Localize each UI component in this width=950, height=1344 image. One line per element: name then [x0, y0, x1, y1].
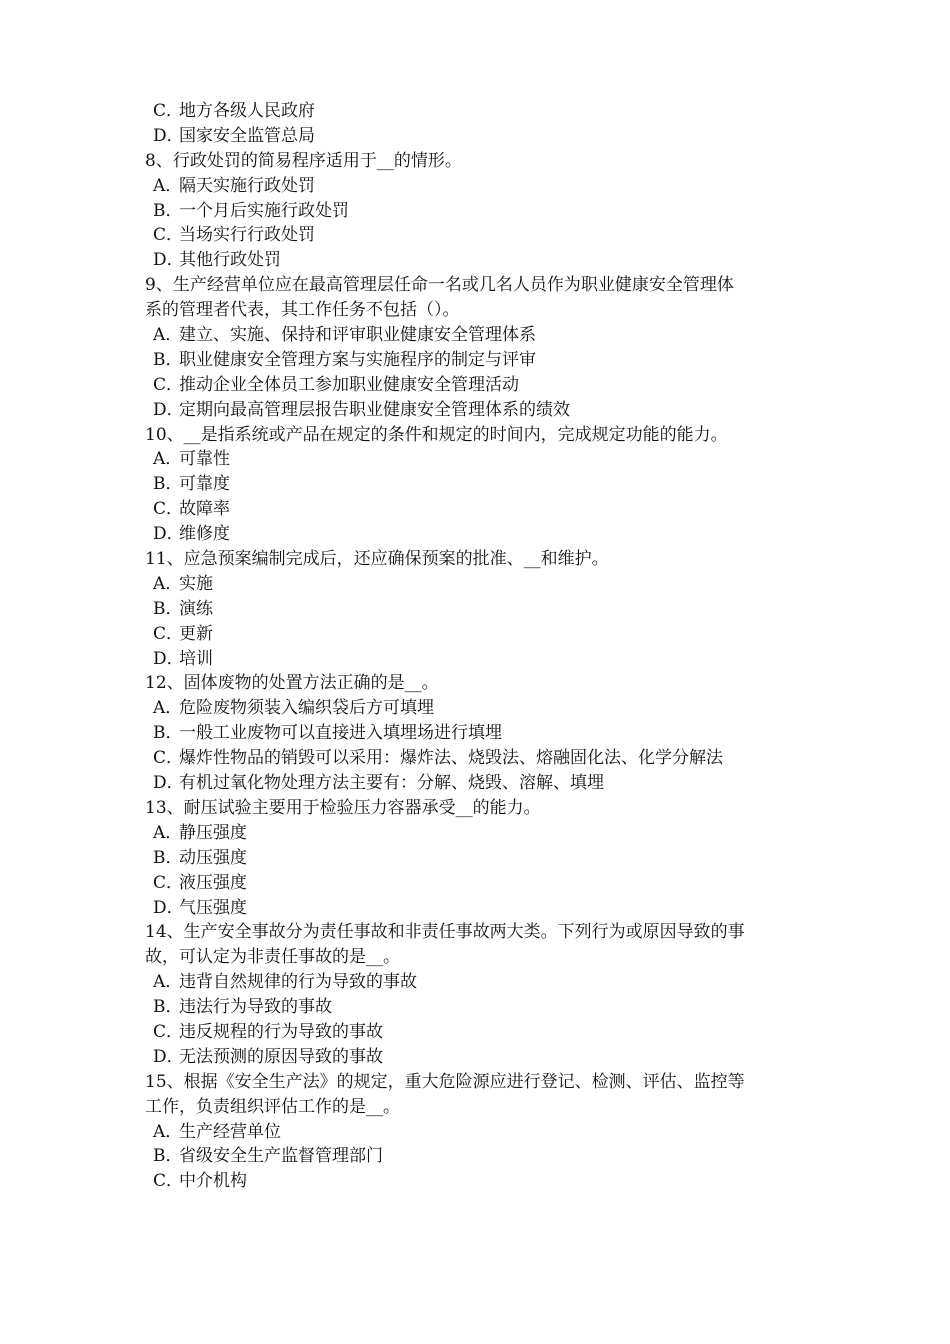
option-line: [145, 622, 825, 647]
option-line: [145, 323, 825, 348]
option-key: A．: [153, 822, 183, 843]
question-12-stem: 12、固体废物的处置方法正确的是__。: [145, 673, 439, 694]
option-key: D．: [153, 897, 184, 918]
option-line: [145, 199, 825, 224]
option-text: 推动企业全体员工参加职业健康安全管理活动: [179, 374, 519, 395]
option-text: 国家安全监管总局: [179, 125, 315, 146]
option-line: [145, 472, 825, 497]
option-text: 维修度: [179, 524, 230, 545]
question-14-stem: 14、生产安全事故分为责任事故和非责任事故两大类。下列行为或原因导致的事: [145, 922, 745, 943]
option-text: 定期向最高管理层报告职业健康安全管理体系的绩效: [179, 399, 570, 420]
option-text: 违法行为导致的事故: [179, 997, 332, 1018]
option-line: [145, 821, 825, 846]
option-key: C．: [153, 499, 184, 520]
option-text: 违背自然规律的行为导致的事故: [179, 972, 417, 993]
option-text: 当场实行行政处罚: [179, 225, 315, 246]
question-10-stem: 10、__是指系统或产品在规定的条件和规定的时间内，完成规定功能的能力。: [145, 424, 728, 445]
option-text: 动压强度: [179, 847, 247, 868]
option-text: 危险废物须装入编织袋后方可填埋: [179, 698, 434, 719]
option-text: 可靠度: [179, 474, 230, 495]
option-text: 隔天实施行政处罚: [179, 175, 315, 196]
option-key: B．: [153, 723, 183, 744]
option-key: D．: [153, 524, 184, 545]
option-line: [145, 124, 825, 149]
option-text: 无法预测的原因导致的事故: [179, 1046, 383, 1067]
question-13-stem: 13、耐压试验主要用于检验压力容器承受__的能力。: [145, 797, 541, 818]
question-11-stem: 11、应急预案编制完成后，还应确保预案的批准、__和维护。: [145, 549, 609, 570]
option-line: [145, 970, 825, 995]
option-key: B．: [153, 474, 183, 495]
option-line: [145, 746, 825, 771]
option-line: [145, 522, 825, 547]
option-key: A．: [153, 175, 183, 196]
question-9-stem: 9、生产经营单位应在最高管理层任命一名或几名人员作为职业健康安全管理体: [145, 275, 734, 296]
option-line: [145, 1120, 825, 1145]
option-key: C．: [153, 1021, 184, 1042]
option-text: 一般工业废物可以直接进入填埋场进行填埋: [179, 723, 502, 744]
option-text: 液压强度: [179, 872, 247, 893]
question-15-stem: 15、根据《安全生产法》的规定，重大危险源应进行登记、检测、评估、监控等: [145, 1071, 745, 1092]
option-text: 故障率: [179, 499, 230, 520]
option-text: 演练: [179, 598, 213, 619]
option-key: B．: [153, 349, 183, 370]
option-line: [145, 597, 825, 622]
option-key: C．: [153, 225, 184, 246]
option-key: D．: [153, 773, 184, 794]
option-key: D．: [153, 648, 184, 669]
option-text: 建立、实施、保持和评审职业健康安全管理体系: [179, 325, 536, 346]
option-key: C．: [153, 872, 184, 893]
option-text: 爆炸性物品的销毁可以采用：爆炸法、烧毁法、熔融固化法、化学分解法: [179, 748, 723, 769]
option-key: C．: [153, 374, 184, 395]
option-text: 一个月后实施行政处罚: [179, 200, 349, 221]
option-line: [145, 223, 825, 248]
option-line: [145, 995, 825, 1020]
option-key: C．: [153, 1171, 184, 1192]
option-key: A．: [153, 325, 183, 346]
option-line: [145, 572, 825, 597]
option-line: [145, 373, 825, 398]
option-key: B．: [153, 847, 183, 868]
option-line: [145, 896, 825, 921]
option-line: [145, 871, 825, 896]
option-line: [145, 497, 825, 522]
option-line: [145, 174, 825, 199]
option-text: 中介机构: [179, 1171, 247, 1192]
option-line: [145, 398, 825, 423]
option-key: C．: [153, 101, 184, 121]
option-line: [145, 1144, 825, 1169]
option-key: A．: [153, 1121, 183, 1142]
option-text: 生产经营单位: [179, 1121, 281, 1142]
option-text: 省级安全生产监督管理部门: [179, 1146, 383, 1167]
option-line: [145, 771, 825, 796]
option-text: 静压强度: [179, 822, 247, 843]
option-line: [145, 447, 825, 472]
option-key: A．: [153, 573, 183, 594]
option-text: 其他行政处罚: [179, 250, 281, 271]
option-key: A．: [153, 972, 183, 993]
option-line: [145, 846, 825, 871]
option-text: 有机过氧化物处理方法主要有：分解、烧毁、溶解、填埋: [179, 773, 604, 794]
option-line: [145, 1045, 825, 1070]
question-9-stem-cont: 系的管理者代表，其工作任务不包括（）。: [145, 300, 460, 321]
option-text: 地方各级人民政府: [179, 101, 315, 121]
option-key: B．: [153, 997, 183, 1018]
option-text: 实施: [179, 573, 213, 594]
option-key: B．: [153, 598, 183, 619]
option-key: D．: [153, 125, 184, 146]
option-text: 职业健康安全管理方案与实施程序的制定与评审: [179, 349, 536, 370]
question-14-stem-cont: 故，可认定为非责任事故的是__。: [145, 947, 400, 968]
question-15-stem-cont: 工作，负责组织评估工作的是__。: [145, 1096, 400, 1117]
option-line: [145, 99, 825, 124]
option-line: [145, 696, 825, 721]
option-text: 培训: [179, 648, 213, 669]
option-line: [145, 1169, 825, 1194]
option-key: D．: [153, 1046, 184, 1067]
option-line: [145, 248, 825, 273]
option-text: 更新: [179, 623, 213, 644]
option-key: B．: [153, 200, 183, 221]
option-line: [145, 647, 825, 672]
option-line: [145, 1020, 825, 1045]
option-text: 违反规程的行为导致的事故: [179, 1021, 383, 1042]
option-key: B．: [153, 1146, 183, 1167]
question-8-stem: 8、行政处罚的简易程序适用于__的情形。: [145, 150, 462, 171]
option-line: [145, 721, 825, 746]
option-text: 气压强度: [179, 897, 247, 918]
option-text: 可靠性: [179, 449, 230, 470]
option-key: A．: [153, 449, 183, 470]
option-key: D．: [153, 250, 184, 271]
option-line: [145, 348, 825, 373]
option-key: C．: [153, 623, 184, 644]
option-key: D．: [153, 399, 184, 420]
document-page: [145, 99, 825, 1194]
option-key: A．: [153, 698, 183, 719]
option-key: C．: [153, 748, 184, 769]
